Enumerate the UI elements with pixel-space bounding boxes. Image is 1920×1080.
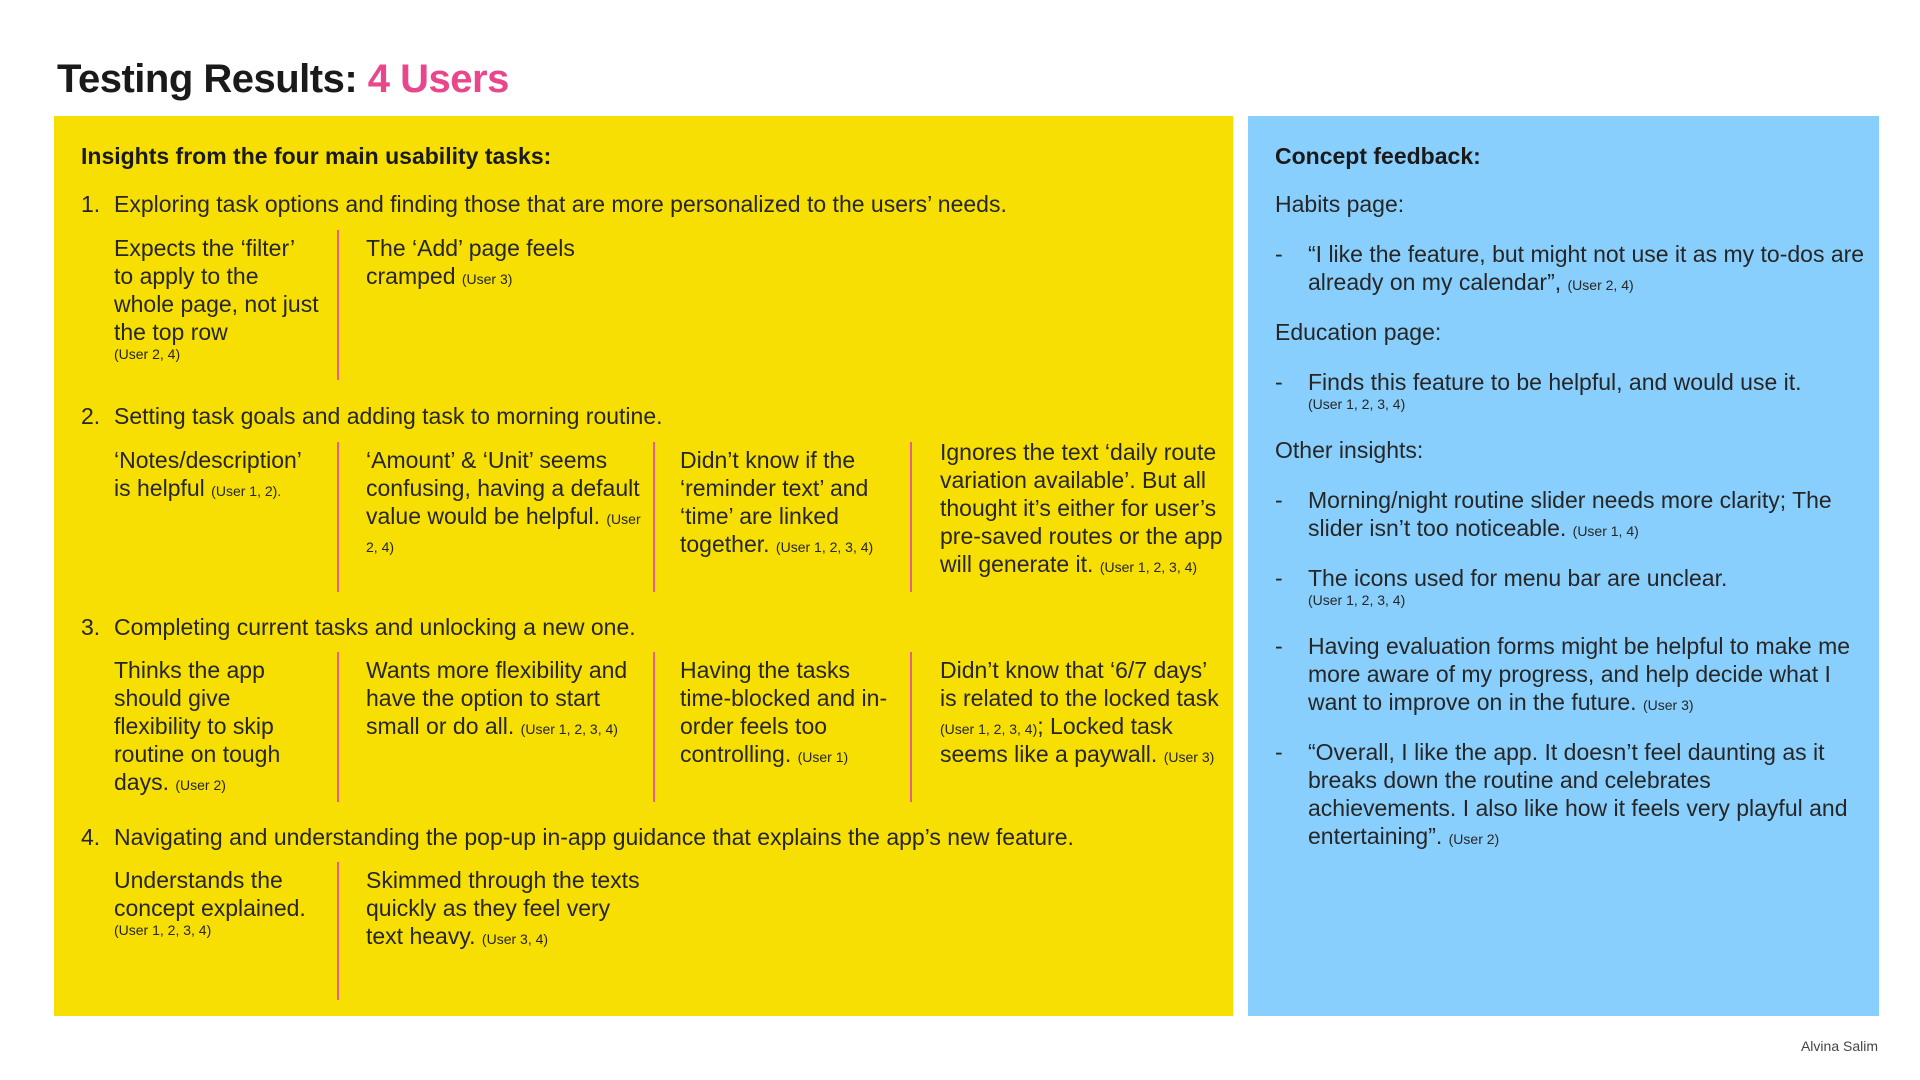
insight-cell: Expects the ‘filter’ to apply to the whole page, not just the top row (User 2, 4) [114, 235, 319, 362]
insight-cell: Didn’t know that ‘6/7 days’ is related to the locked task (User 1, 2, 3, 4); Locked task seems like a paywall. (User 3) [940, 657, 1219, 767]
feedback-section-label: Other insights: [1275, 437, 1424, 463]
insight-cell: Having the tasks time-blocked and in-order feels too controlling. (User 1) [680, 657, 888, 767]
insight-divider [337, 652, 339, 802]
page-title-main: Testing Results: [57, 57, 368, 101]
page-title [57, 52, 509, 106]
author-credit: Alvina Salim [1800, 1038, 1878, 1054]
feedback-item: - “I like the feature, but might not use it as my to-dos are already on my calendar”, (User 2, 4) [1275, 241, 1865, 295]
concept-feedback-heading: Concept feedback: [1275, 143, 1481, 169]
insight-cell: Ignores the text ‘daily route variation available’. But all thought it’s either for user’s pre-saved routes or the app will generate it. (User 1, 2, 3, 4) [940, 439, 1223, 577]
task-title: 2. Setting task goals and adding task to morning routine. [81, 403, 663, 429]
task-title: 1. Exploring task options and finding those that are more personalized to the users’ needs. [81, 191, 1007, 217]
feedback-item: - Finds this feature to be helpful, and would use it. (User 1, 2, 3, 4) [1275, 369, 1802, 412]
task-title: 3. Completing current tasks and unlocking a new one. [81, 614, 636, 640]
feedback-section-label: Education page: [1275, 319, 1442, 345]
insight-divider [653, 652, 655, 802]
insight-divider [337, 230, 339, 380]
insight-divider [910, 442, 912, 592]
insight-cell: ‘Amount’ & ‘Unit’ seems confusing, having a default value would be helpful. (User 2, 4) [366, 447, 641, 555]
feedback-item: - The icons used for menu bar are unclear. (User 1, 2, 3, 4) [1275, 565, 1728, 608]
insight-cell: The ‘Add’ page feels cramped (User 3) [366, 235, 575, 289]
feedback-item: - Morning/night routine slider needs more clarity; The slider isn’t too noticeable. (User 1, 4) [1275, 487, 1832, 541]
insight-divider [337, 442, 339, 592]
insight-divider [910, 652, 912, 802]
insight-cell: ‘Notes/description’ is helpful (User 1, 2). [114, 447, 302, 501]
feedback-item: - “Overall, I like the app. It doesn’t feel daunting as it breaks down the routine and celebrates achievements. I also like how it feels very playful and entertaining”. (User 2) [1275, 739, 1848, 849]
usability-tasks-heading: Insights from the four main usability tasks: [81, 143, 552, 169]
usability-tasks-panel [54, 116, 1233, 1016]
feedback-item: - Having evaluation forms might be helpful to make me more aware of my progress, and help decide what I want to improve on in the future. (User 3) [1275, 633, 1851, 715]
insight-cell: Skimmed through the texts quickly as they feel very text heavy. (User 3, 4) [366, 867, 640, 949]
task-title: 4. Navigating and understanding the pop-up in-app guidance that explains the app’s new feature. [81, 824, 1074, 850]
insight-cell: Thinks the app should give flexibility to skip routine on tough days. (User 2) [114, 657, 281, 795]
page-title-accent: 4 Users [367, 57, 509, 101]
concept-feedback-panel [1248, 116, 1879, 1016]
feedback-section-label: Habits page: [1275, 191, 1405, 217]
insight-cell: Wants more flexibility and have the option to start small or do all. (User 1, 2, 3, 4) [366, 657, 628, 739]
insight-divider [653, 442, 655, 592]
insight-cell: Didn’t know if the ‘reminder text’ and ‘time’ are linked together. (User 1, 2, 3, 4) [680, 447, 874, 557]
insight-divider [337, 862, 339, 1000]
insight-cell: Understands the concept explained. (User 1, 2, 3, 4) [114, 867, 306, 938]
